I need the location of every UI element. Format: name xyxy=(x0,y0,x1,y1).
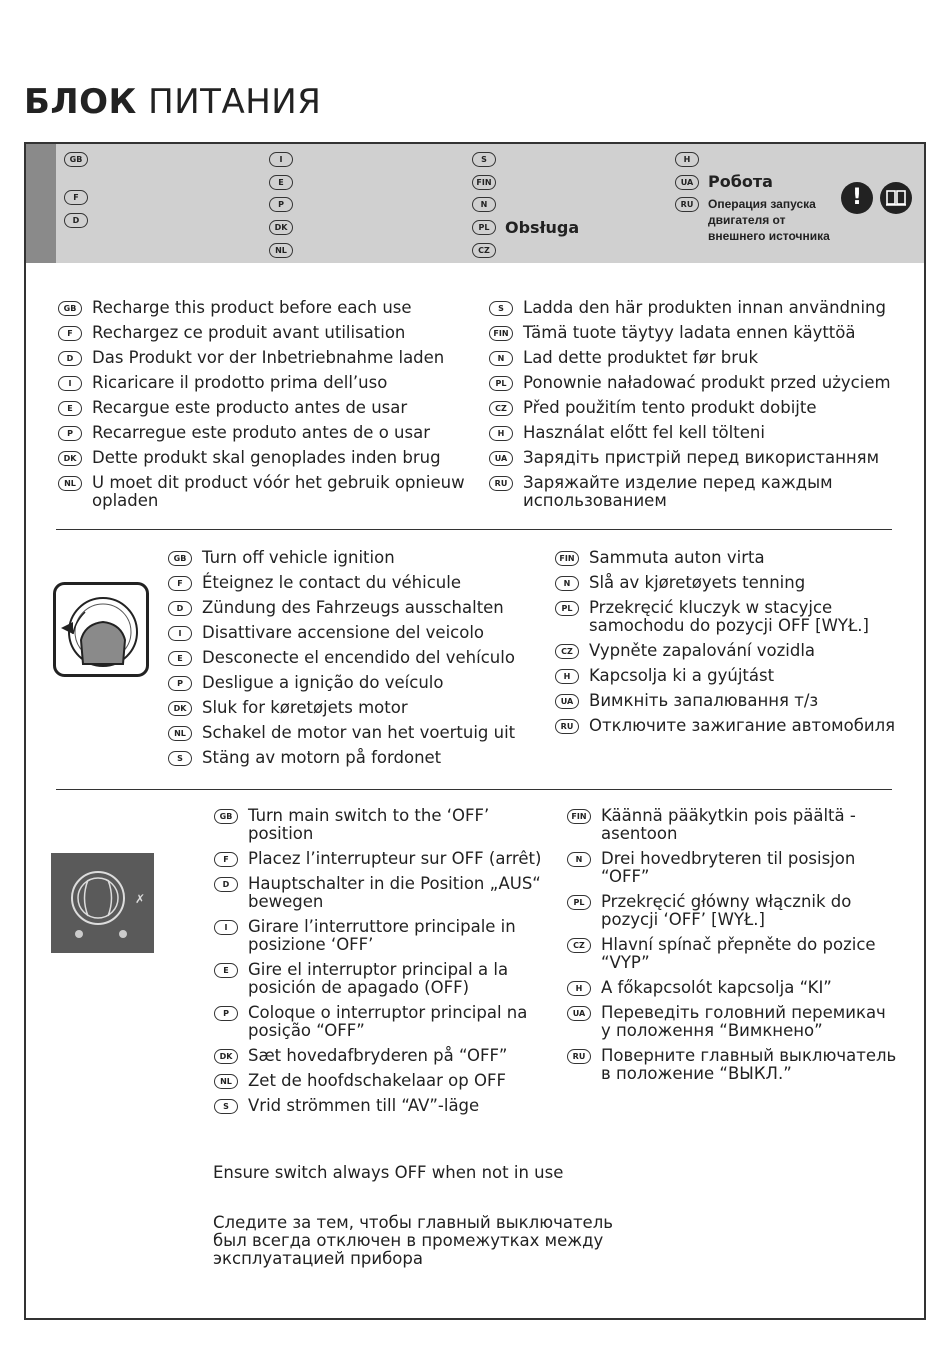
instruction-text: Заряжайте изделие перед каждым использованием xyxy=(523,473,833,510)
instruction-text: Поверните главный выключатель в положение “ВЫКЛ.” xyxy=(601,1046,897,1083)
header-pl-word: Obsługa xyxy=(505,218,580,237)
instruction-text: Desligue a ignição do veículo xyxy=(202,673,444,692)
lang-badge: S xyxy=(472,152,496,167)
instruction-text: Przekręcić główny włącznik do pozycji ‘OFF’ [WYŁ.] xyxy=(601,892,852,929)
lang-badge: UA xyxy=(567,1006,591,1021)
instruction-text: Drei hovedbryteren til posisjon “OFF” xyxy=(601,849,856,886)
lang-badge: N xyxy=(472,197,496,212)
lang-badge: GB xyxy=(58,301,82,316)
instruction-text: Placez l’interrupteur sur OFF (arrêt) xyxy=(248,849,542,868)
instruction-text: Ricaricare il prodotto prima dell’uso xyxy=(92,373,388,392)
lang-badge: I xyxy=(168,626,192,641)
ignition-key-icon xyxy=(53,582,149,678)
instruction-text: Éteignez le contact du véhicule xyxy=(202,573,461,592)
instruction-item xyxy=(168,624,548,642)
header-ru-line: двигателя от xyxy=(708,213,786,227)
instruction-text: Lad dette produktet før bruk xyxy=(523,348,758,367)
lang-badge: PL xyxy=(555,601,579,616)
section-divider xyxy=(56,529,892,530)
lang-badge: CZ xyxy=(489,401,513,416)
header-side-bar xyxy=(26,144,56,263)
lang-badge: E xyxy=(168,651,192,666)
instruction-item xyxy=(58,374,483,392)
instruction-item xyxy=(168,599,548,617)
lang-badge: D xyxy=(64,213,88,228)
instruction-text: Zet de hoofdschakelaar op OFF xyxy=(248,1071,506,1090)
instruction-text: Zündung des Fahrzeugs ausschalten xyxy=(202,598,504,617)
lang-badge: D xyxy=(168,601,192,616)
lang-badge: GB xyxy=(168,551,192,566)
lang-badge: DK xyxy=(168,701,192,716)
instruction-item xyxy=(214,1004,554,1040)
instruction-text: Käännä pääkytkin pois päältä -asentoon xyxy=(601,806,856,843)
instruction-item xyxy=(168,549,548,567)
lang-badge: DK xyxy=(58,451,82,466)
lang-badge: P xyxy=(214,1006,238,1021)
svg-text:✗: ✗ xyxy=(135,892,146,906)
instruction-text: Disattivare accensione del veicolo xyxy=(202,623,485,642)
lang-badge: H xyxy=(567,981,591,996)
instruction-item xyxy=(214,961,554,997)
instruction-item xyxy=(58,474,483,510)
manual-book-icon xyxy=(880,182,912,214)
lang-badge: FIN xyxy=(555,551,579,566)
instruction-text: Kapcsolja ki a gyújtást xyxy=(589,666,775,685)
recharge-list-left xyxy=(58,299,483,517)
instruction-item xyxy=(168,724,548,742)
instruction-text: Tämä tuote täytyy ladata ennen käyttöä xyxy=(523,323,856,342)
instruction-item xyxy=(567,807,897,843)
instruction-item xyxy=(168,699,548,717)
instruction-item xyxy=(489,449,909,467)
lang-badge: S xyxy=(214,1099,238,1114)
instruction-text: Ponownie naładować produkt przed użyciem xyxy=(523,373,891,392)
lang-badge: NL xyxy=(168,726,192,741)
instruction-item xyxy=(555,574,915,592)
instruction-text: Sluk for køretøjets motor xyxy=(202,698,408,717)
instruction-item xyxy=(555,717,915,735)
note-english: Ensure switch always OFF when not in use xyxy=(213,1163,564,1182)
instruction-item xyxy=(567,1047,897,1083)
instruction-item xyxy=(489,399,909,417)
lang-badge: CZ xyxy=(472,243,496,258)
lang-badge: H xyxy=(675,152,699,167)
instruction-text: Recarregue este produto antes de o usar xyxy=(92,423,430,442)
lang-badge: I xyxy=(214,920,238,935)
instruction-item xyxy=(168,574,548,592)
lang-badge: GB xyxy=(64,152,88,167)
instruction-text: Gire el interruptor principal a la posición de apagado (OFF) xyxy=(248,960,509,997)
instruction-text: Recharge this product before each use xyxy=(92,298,412,317)
lang-badge: F xyxy=(168,576,192,591)
instruction-text: Slå av kjøretøyets tenning xyxy=(589,573,806,592)
instruction-text: Stäng av motorn på fordonet xyxy=(202,748,442,767)
instruction-text: Vrid strömmen till “AV”-läge xyxy=(248,1096,480,1115)
instruction-item xyxy=(214,1047,554,1065)
language-header xyxy=(26,144,924,263)
lang-badge: UA xyxy=(675,175,699,190)
lang-badge: S xyxy=(168,751,192,766)
instruction-text: Schakel de motor van het voertuig uit xyxy=(202,723,516,742)
instruction-item xyxy=(567,936,897,972)
instruction-item xyxy=(567,850,897,886)
lang-badge: F xyxy=(58,326,82,341)
lang-badge: PL xyxy=(472,220,496,235)
instruction-item xyxy=(168,749,548,767)
switch-list-left xyxy=(214,807,554,1122)
lang-badge: PL xyxy=(567,895,591,910)
header-ru-line: внешнего источника xyxy=(708,229,830,243)
ignition-list-right xyxy=(555,549,915,742)
instruction-item xyxy=(214,807,554,843)
instruction-item xyxy=(214,1097,554,1115)
lang-badge: NL xyxy=(214,1074,238,1089)
lang-badge: CZ xyxy=(567,938,591,953)
lang-badge: PL xyxy=(489,376,513,391)
lang-badge: DK xyxy=(269,220,293,235)
instruction-text: Отключите зажигание автомобиля xyxy=(589,716,896,735)
lang-badge: H xyxy=(555,669,579,684)
header-ua-word: Робота xyxy=(708,172,773,191)
instruction-item xyxy=(489,474,909,510)
instruction-text: Sæt hovedafbryderen på “OFF” xyxy=(248,1046,508,1065)
instruction-text: Das Produkt vor der Inbetriebnahme laden xyxy=(92,348,445,367)
lang-badge: D xyxy=(58,351,82,366)
header-ru-line: Операция запуска xyxy=(708,197,816,211)
instruction-text: Coloque o interruptor principal na posição “OFF” xyxy=(248,1003,528,1040)
lang-badge: NL xyxy=(269,243,293,258)
instruction-item xyxy=(489,349,909,367)
instruction-item xyxy=(555,642,915,660)
instruction-text: Recargue este producto antes de usar xyxy=(92,398,408,417)
instruction-item xyxy=(567,893,897,929)
main-switch-icon xyxy=(51,853,154,953)
instruction-item xyxy=(555,549,915,567)
instruction-item xyxy=(214,1072,554,1090)
lang-badge: I xyxy=(269,152,293,167)
instruction-item xyxy=(489,324,909,342)
lang-badge: RU xyxy=(567,1049,591,1064)
ignition-list-left xyxy=(168,549,548,774)
instruction-text: Ladda den här produkten innan användning xyxy=(523,298,886,317)
instruction-text: Desconecte el encendido del vehículo xyxy=(202,648,515,667)
instruction-item xyxy=(58,424,483,442)
lang-badge: P xyxy=(168,676,192,691)
lang-badge: RU xyxy=(489,476,513,491)
lang-badge: D xyxy=(214,877,238,892)
instruction-text: A főkapcsolót kapcsolja “KI” xyxy=(601,978,832,997)
instruction-item xyxy=(555,692,915,710)
instruction-text: Használat előtt fel kell tölteni xyxy=(523,423,765,442)
lang-badge: UA xyxy=(489,451,513,466)
instruction-item xyxy=(214,875,554,911)
instruction-item xyxy=(58,399,483,417)
instruction-item xyxy=(58,349,483,367)
instruction-text: Před použitím tento produkt dobijte xyxy=(523,398,817,417)
lang-badge: RU xyxy=(555,719,579,734)
lang-badge: FIN xyxy=(472,175,496,190)
lang-badge: S xyxy=(489,301,513,316)
lang-badge: GB xyxy=(214,809,238,824)
instruction-text: Turn off vehicle ignition xyxy=(202,548,395,567)
note-russian: Следите за тем, чтобы главный выключатель был всегда отключен в промежутках между эксплуатацией прибора xyxy=(213,1213,613,1268)
lang-badge: F xyxy=(214,852,238,867)
lang-badge: RU xyxy=(675,197,699,212)
instruction-text: Girare l’interruttore principale in posizione ‘OFF’ xyxy=(248,917,516,954)
instruction-item xyxy=(555,599,915,635)
lang-badge: NL xyxy=(58,476,82,491)
lang-badge: E xyxy=(214,963,238,978)
instruction-item xyxy=(168,674,548,692)
instruction-item xyxy=(58,449,483,467)
lang-badge: N xyxy=(567,852,591,867)
instruction-text: Vypněte zapalování vozidla xyxy=(589,641,816,660)
instruction-item xyxy=(58,299,483,317)
instruction-text: U moet dit product vóór het gebruik opnieuw opladen xyxy=(92,473,465,510)
switch-list-right xyxy=(567,807,897,1090)
lang-badge: P xyxy=(269,197,293,212)
recharge-list-right xyxy=(489,299,909,517)
lang-badge: I xyxy=(58,376,82,391)
instruction-text: Зарядіть пристрій перед використанням xyxy=(523,448,880,467)
lang-badge: FIN xyxy=(489,326,513,341)
lang-badge: N xyxy=(489,351,513,366)
instruction-text: Hauptschalter in die Position „AUS“ bewegen xyxy=(248,874,541,911)
lang-badge: H xyxy=(489,426,513,441)
lang-badge: F xyxy=(64,190,88,205)
instruction-item xyxy=(567,979,897,997)
instruction-text: Przekręcić kluczyk w stacyjce samochodu do pozycji OFF [WYŁ.] xyxy=(589,598,869,635)
lang-badge: CZ xyxy=(555,644,579,659)
instruction-text: Переведіть головний перемикач у положення “Вимкнено” xyxy=(601,1003,886,1040)
instruction-item xyxy=(489,374,909,392)
instruction-item xyxy=(489,424,909,442)
instruction-text: Rechargez ce produit avant utilisation xyxy=(92,323,406,342)
lang-badge: UA xyxy=(555,694,579,709)
lang-badge: P xyxy=(58,426,82,441)
section-divider xyxy=(56,789,892,790)
instruction-text: Вимкніть запалювання т/з xyxy=(589,691,819,710)
lang-badge: E xyxy=(269,175,293,190)
instruction-item xyxy=(555,667,915,685)
lang-badge: E xyxy=(58,401,82,416)
instruction-item xyxy=(567,1004,897,1040)
instruction-text: Turn main switch to the ‘OFF’ position xyxy=(248,806,490,843)
lang-badge: FIN xyxy=(567,809,591,824)
lang-badge: N xyxy=(555,576,579,591)
instruction-item xyxy=(214,850,554,868)
instruction-text: Hlavní spínač přepněte do pozice “VYP” xyxy=(601,935,876,972)
page-title: БЛОК ПИТАНИЯ xyxy=(24,82,322,122)
instruction-item xyxy=(168,649,548,667)
instruction-item xyxy=(58,324,483,342)
instruction-item xyxy=(214,918,554,954)
instruction-item xyxy=(489,299,909,317)
warning-icon: ! xyxy=(841,182,873,214)
instruction-text: Dette produkt skal genoplades inden brug xyxy=(92,448,441,467)
instruction-text: Sammuta auton virta xyxy=(589,548,765,567)
lang-badge: DK xyxy=(214,1049,238,1064)
